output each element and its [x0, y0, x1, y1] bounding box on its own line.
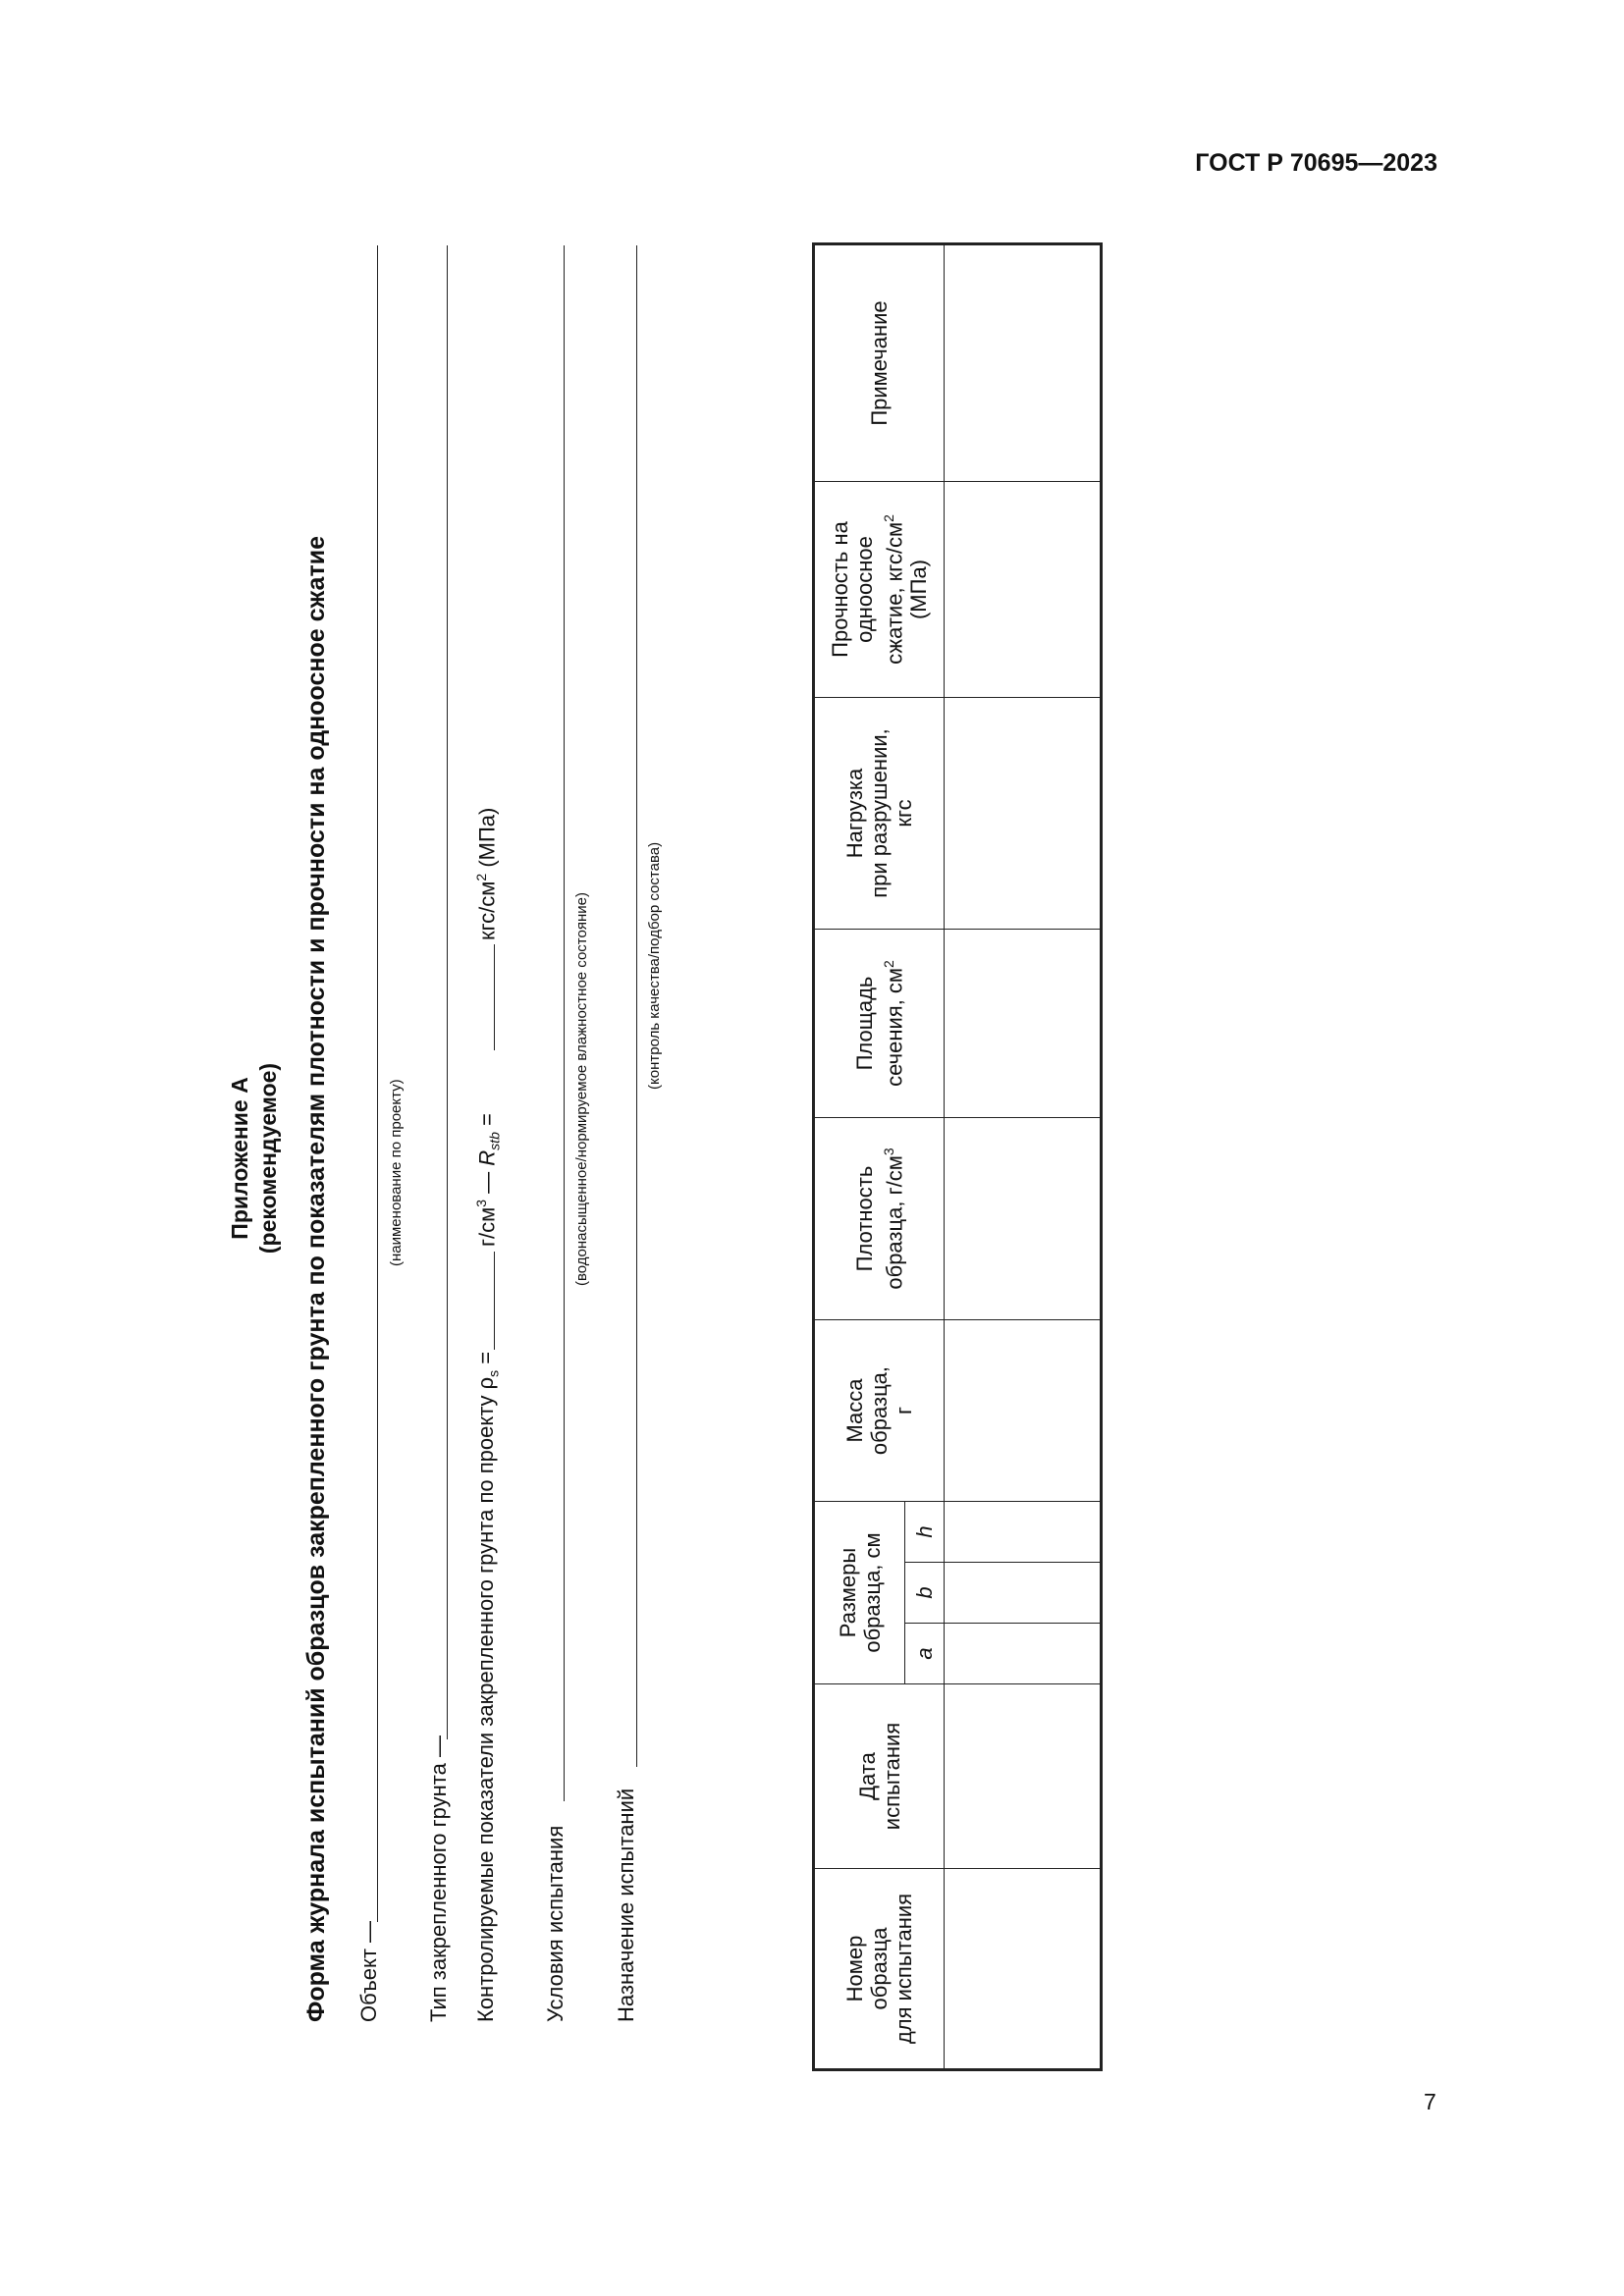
cell-area[interactable]	[945, 930, 1102, 1118]
form-title: Форма журнала испытаний образцов закрепленного грунта по показателям плотности и прочности на одноосное сжатие	[302, 536, 330, 2022]
header-size-a: a	[905, 1624, 945, 1684]
conditions-label: Условия испытания	[543, 1825, 568, 2022]
header-sample-size: Размеры образца, см	[814, 1502, 905, 1684]
appendix-title: Приложение А	[227, 1077, 252, 1240]
density-unit-sup: 3	[473, 1199, 489, 1207]
density-unit	[473, 1113, 503, 1247]
r-subscript: stb	[486, 1132, 503, 1150]
conditions-line[interactable]	[564, 245, 565, 1801]
header-test-date: Дата испытания	[814, 1684, 945, 1869]
purpose-hint: (контроль качества/подбор состава)	[646, 841, 663, 1090]
strength-value-line[interactable]	[494, 944, 495, 1050]
cell-size-h[interactable]	[945, 1502, 1102, 1563]
purpose-label: Назначение испытаний	[614, 1788, 638, 2022]
appendix-status: (рекомендуемое)	[255, 1062, 281, 1255]
cell-mass[interactable]	[945, 1320, 1102, 1502]
purpose-line[interactable]	[636, 245, 637, 1767]
header-note: Примечание	[814, 244, 945, 482]
appendix-heading	[226, 245, 283, 2071]
page-number: 7	[1424, 2089, 1436, 2114]
header-size-b: b	[905, 1563, 945, 1624]
object-hint: (наименование по проекту)	[388, 1079, 405, 1266]
test-journal-table	[812, 242, 1103, 2071]
header-sample-number: Номер образца для испытания	[814, 1869, 945, 2070]
controlled-text: Контролируемые показатели закрепленного грунта по проекту ρ	[473, 1376, 498, 2022]
cell-density[interactable]	[945, 1118, 1102, 1320]
strength-unit-text: кгс/см	[474, 881, 500, 940]
header-failure-load: Нагрузка при разрушении, кгс	[814, 698, 945, 930]
header-compressive-strength: Прочность на одноосное сжатие, кгс/$см^2$ (МПа)	[814, 482, 945, 698]
soil-type-label: Тип закрепленного грунта —	[426, 1735, 451, 2022]
header-section-area: Площадь сечения, $см^2$	[814, 930, 945, 1118]
cell-size-a[interactable]	[945, 1624, 1102, 1684]
r-symbol: R	[474, 1149, 500, 1166]
conditions-hint: (водонасыщенное/нормируемое влажностное состояние)	[573, 892, 590, 1286]
density-value-line[interactable]	[494, 1252, 495, 1350]
cell-size-b[interactable]	[945, 1563, 1102, 1624]
soil-type-line[interactable]	[447, 245, 448, 1739]
r-eq: =	[474, 1113, 500, 1133]
controlled-label	[473, 1352, 501, 2022]
object-label: Объект —	[356, 1920, 381, 2022]
header-size-h: h	[905, 1502, 945, 1563]
cell-strength[interactable]	[945, 482, 1102, 698]
strength-unit	[473, 808, 500, 940]
rho-subscript: s	[485, 1369, 502, 1377]
separator-dash: —	[474, 1165, 500, 1200]
header-sample-density: Плотность образца, $г/см^3$	[814, 1118, 945, 1320]
rotated-form	[226, 245, 1100, 2071]
strength-unit-tail: (МПа)	[474, 807, 500, 874]
cell-note[interactable]	[945, 244, 1102, 482]
cell-sample-number[interactable]	[945, 1869, 1102, 2070]
density-unit-text: г/см	[474, 1206, 500, 1247]
object-line[interactable]	[377, 245, 378, 1922]
controlled-eq: =	[473, 1351, 498, 1370]
strength-unit-sup: 2	[473, 873, 489, 881]
table-row	[945, 244, 1102, 2070]
cell-test-date[interactable]	[945, 1684, 1102, 1869]
cell-load[interactable]	[945, 698, 1102, 930]
header-sample-mass: Масса образца, г	[814, 1320, 945, 1502]
document-code: ГОСТ Р 70695—2023	[1195, 149, 1437, 177]
